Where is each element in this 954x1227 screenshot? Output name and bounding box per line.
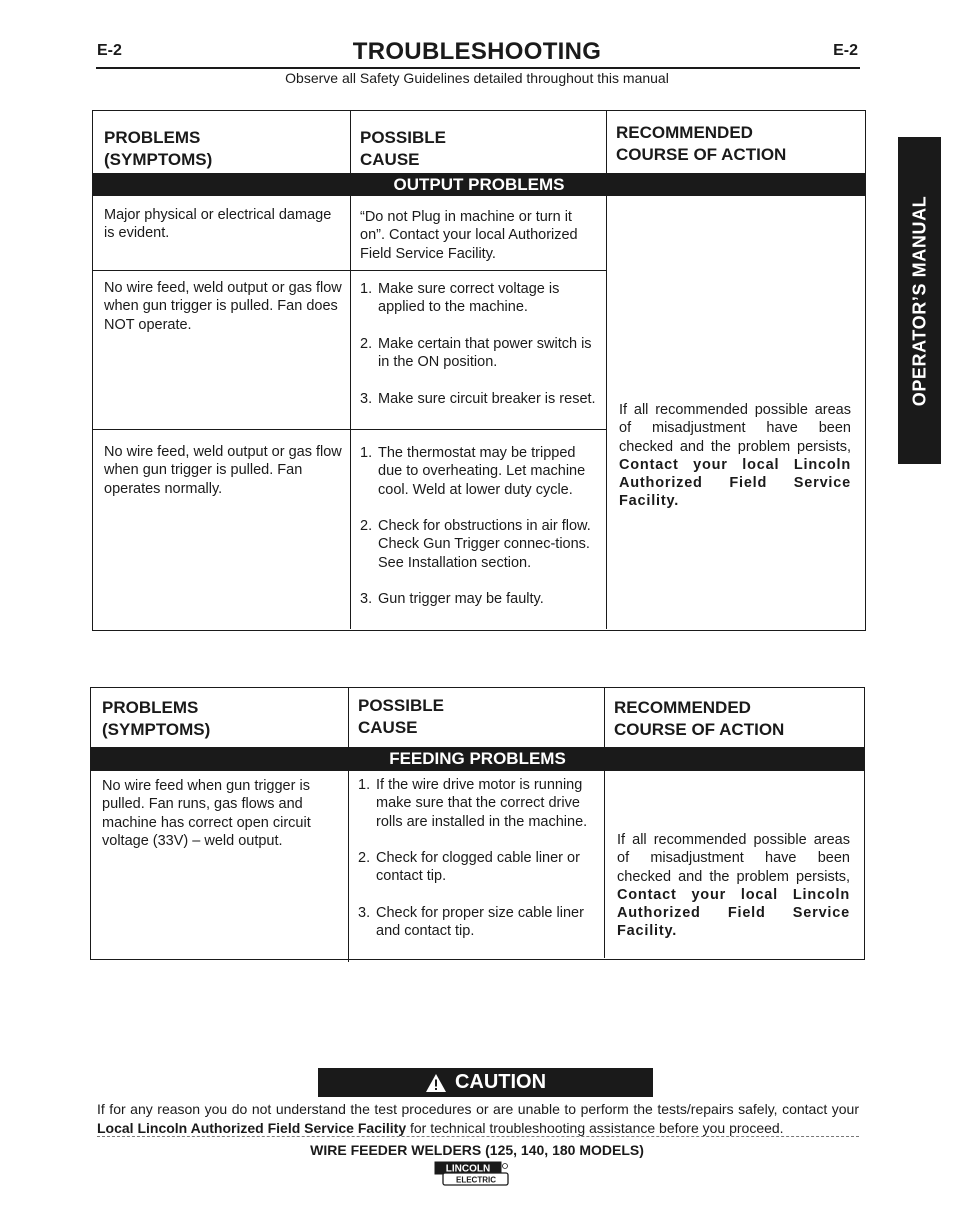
table1-header-cause: POSSIBLE CAUSE [360,128,446,169]
cause-item [358,904,600,941]
cause-list-feeding [358,776,600,959]
cause-number: 1. [360,281,373,297]
side-tab-label: OPERATOR’S MANUAL [909,195,929,406]
cause-number: 1. [358,777,371,793]
table2-header-problems: PROBLEMS (SYMPTOMS) [102,698,211,739]
problem-row-2: No wire feed, weld output or gas flow when gun trigger is pulled. Fan does NOT operate. [104,280,342,333]
page-number-left: E-2 [97,42,122,59]
logo-text-top: LINCOLN [445,1163,491,1175]
section-output-problems-label: OUTPUT PROBLEMS [393,175,565,194]
cause-text: Check for obstructions in air flow. Check Gun Trigger connec-tions. See Installation section. [378,518,591,571]
cause-number: 2. [360,518,373,535]
lincoln-electric-logo [434,1161,510,1186]
problem-row-3: No wire feed, weld output or gas flow when gun trigger is pulled. Fan operates normally. [104,444,342,497]
action-output-problems [619,401,851,511]
cause-text: Check for proper size cable liner and contact tip. [376,905,584,940]
cause-text: If the wire drive motor is running make sure that the correct drive rolls are installed in the machine. [376,777,588,830]
cause-row-1: “Do not Plug in machine or turn it on”. Contact your local Authorized Field Service Facility. [360,209,578,262]
caution-text-tail: for technical troubleshooting assistance before you proceed. [406,1120,784,1136]
caution-text [97,1100,859,1138]
cause-number: 2. [360,335,373,352]
safety-subtitle: Observe all Safety Guidelines detailed throughout this manual [285,70,669,86]
cause-number: 3. [360,390,373,407]
warning-triangle-icon [425,1073,447,1093]
section-feeding-problems-label: FEEDING PROBLEMS [389,749,566,768]
cause-item [358,849,600,886]
action-text: If all recommended possible areas of misadjustment have been checked and the problem persists, [619,402,851,455]
table1-header-problems: PROBLEMS (SYMPTOMS) [104,128,213,169]
caution-label: CAUTION [454,1071,547,1093]
table2-divider-1 [348,687,349,962]
cause-text: Check for clogged cable liner or contact tip. [376,850,580,885]
logo-text-bottom: ELECTRIC [456,1175,496,1185]
problem-row-1: Major physical or electrical damage is evident. [104,207,332,242]
cause-text: Make sure correct voltage is applied to the machine. [378,281,560,316]
table2-header-cause: POSSIBLE CAUSE [358,696,444,737]
cause-item [360,444,600,499]
cause-number: 1. [360,445,373,461]
cause-number: 3. [358,905,371,922]
page-number-right: E-2 [833,42,858,59]
caution-text-lead: If for any reason you do not understand the test procedures or are unable to perform the tests/repairs safely, contact your [97,1101,859,1117]
footer-model: WIRE FEEDER WELDERS (125, 140, 180 MODELS) [310,1142,644,1158]
action-contact-text: Contact your local Lincoln Authorized Field Service Facility. [619,456,851,510]
action-text: If all recommended possible areas of misadjustment have been checked and the problem persists, [617,832,850,885]
cause-item [360,517,600,572]
cause-item [360,335,600,372]
action-feeding-problems [617,831,850,941]
cause-text: Make sure circuit breaker is reset. [378,390,596,407]
caution-banner [318,1068,653,1097]
title-rule [96,67,860,69]
problem-feeding-row: No wire feed when gun trigger is pulled. Fan runs, gas flows and machine has correct open circuit voltage (33V) – weld output. [102,778,311,849]
table1-row-divider-1 [93,270,606,271]
cause-text: Make certain that power switch is in the ON position. [378,335,592,371]
section-feeding-problems [91,747,864,771]
side-tab [898,137,941,464]
cause-text: The thermostat may be tripped due to overheating. Let machine cool. Weld at lower duty cycle. [378,445,586,498]
footer-dashed-rule [97,1136,859,1137]
registered-mark-icon [503,1164,508,1169]
table2-divider-2 [604,687,605,958]
table2-header-action: RECOMMENDED COURSE OF ACTION [614,698,785,739]
cause-text: Gun trigger may be faulty. [378,591,544,608]
cause-list-row-3 [360,444,600,627]
table1-header-action: RECOMMENDED COURSE OF ACTION [616,123,787,164]
cause-item [358,776,600,831]
cause-number: 2. [358,850,371,867]
cause-list-row-2 [360,280,600,426]
section-output-problems [93,173,865,196]
action-contact-text: Contact your local Lincoln Authorized Field Service Facility. [617,886,850,940]
page-title: TROUBLESHOOTING [352,38,602,65]
cause-item [360,590,600,608]
caution-text-facility: Local Lincoln Authorized Field Service Facility [97,1120,407,1136]
cause-item [360,390,600,408]
cause-number: 3. [360,591,373,608]
table1-row-divider-2 [93,429,606,430]
cause-item [360,280,600,317]
